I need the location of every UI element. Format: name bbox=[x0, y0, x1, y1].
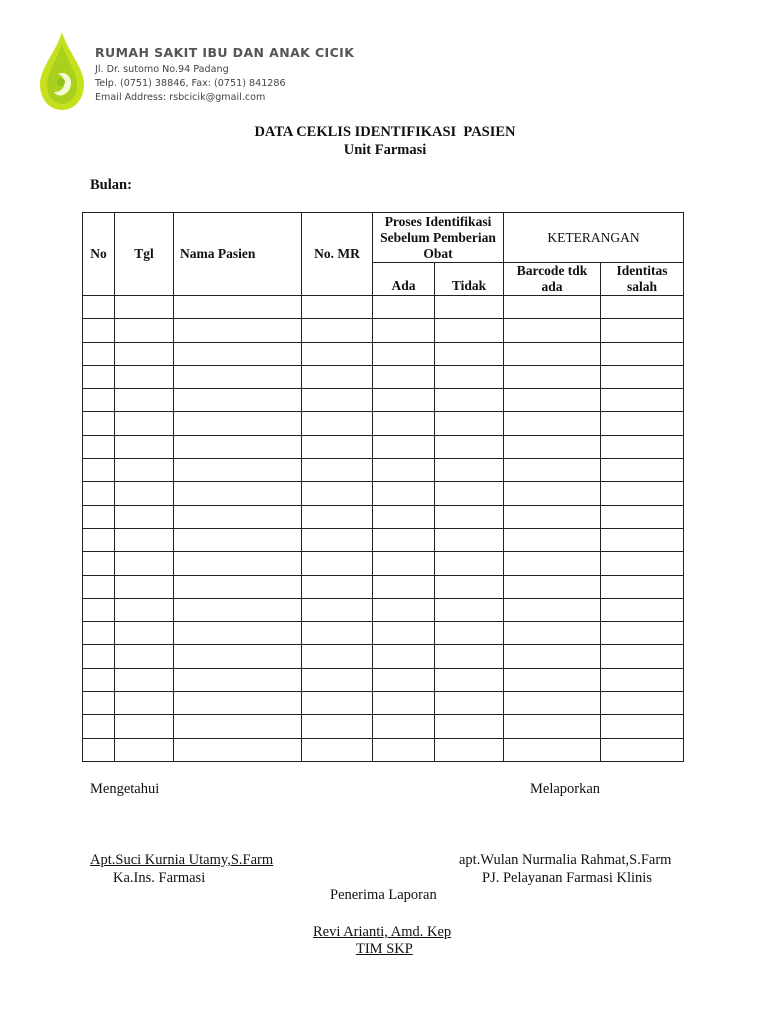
table-cell bbox=[83, 296, 115, 319]
table-cell bbox=[373, 622, 435, 645]
table-cell bbox=[174, 552, 302, 575]
table-cell bbox=[504, 738, 601, 761]
table-cell bbox=[115, 738, 174, 761]
mengetahui-label: Mengetahui bbox=[90, 781, 160, 797]
header-proses-identifikasi: Proses Identifikasi Sebelum Pemberian Obat bbox=[373, 213, 504, 263]
table-cell bbox=[302, 296, 373, 319]
table-cell bbox=[435, 668, 504, 691]
table-cell bbox=[115, 528, 174, 551]
table-cell bbox=[115, 692, 174, 715]
table-cell bbox=[174, 435, 302, 458]
table-cell bbox=[115, 575, 174, 598]
table-cell bbox=[373, 389, 435, 412]
table-cell bbox=[83, 738, 115, 761]
table-cell bbox=[435, 528, 504, 551]
table-cell bbox=[601, 389, 684, 412]
table-cell bbox=[601, 668, 684, 691]
table-row bbox=[83, 552, 684, 575]
table-cell bbox=[504, 598, 601, 621]
table-cell bbox=[435, 342, 504, 365]
table-cell bbox=[504, 528, 601, 551]
table-row bbox=[83, 342, 684, 365]
center-signatory-title: TIM SKP bbox=[356, 941, 413, 957]
table-cell bbox=[504, 622, 601, 645]
table-cell bbox=[174, 715, 302, 738]
table-cell bbox=[373, 738, 435, 761]
table-cell bbox=[83, 575, 115, 598]
table-cell bbox=[504, 435, 601, 458]
table-cell bbox=[302, 319, 373, 342]
table-cell bbox=[601, 296, 684, 319]
left-signatory-title: Ka.Ins. Farmasi bbox=[113, 870, 206, 886]
table-cell bbox=[174, 459, 302, 482]
table-cell bbox=[373, 412, 435, 435]
header-tgl: Tgl bbox=[115, 213, 174, 296]
table-cell bbox=[435, 459, 504, 482]
table-cell bbox=[83, 692, 115, 715]
table-cell bbox=[83, 412, 115, 435]
table-cell bbox=[435, 482, 504, 505]
table-row bbox=[83, 692, 684, 715]
table-cell bbox=[601, 319, 684, 342]
table-cell bbox=[504, 296, 601, 319]
table-cell bbox=[504, 389, 601, 412]
table-cell bbox=[601, 575, 684, 598]
table-cell bbox=[435, 296, 504, 319]
table-row bbox=[83, 645, 684, 668]
table-row bbox=[83, 738, 684, 761]
table-cell bbox=[373, 575, 435, 598]
table-cell bbox=[302, 505, 373, 528]
table-cell bbox=[504, 715, 601, 738]
table-cell bbox=[83, 552, 115, 575]
table-cell bbox=[302, 692, 373, 715]
table-cell bbox=[373, 435, 435, 458]
table-row bbox=[83, 622, 684, 645]
table-cell bbox=[601, 598, 684, 621]
table-cell bbox=[504, 645, 601, 668]
header-ada: Ada bbox=[373, 263, 435, 296]
table-cell bbox=[83, 645, 115, 668]
table-cell bbox=[373, 459, 435, 482]
table-cell bbox=[115, 412, 174, 435]
table-cell bbox=[504, 668, 601, 691]
table-cell bbox=[302, 365, 373, 388]
table-cell bbox=[302, 575, 373, 598]
table-cell bbox=[504, 552, 601, 575]
table-cell bbox=[601, 645, 684, 668]
table-cell bbox=[83, 482, 115, 505]
table-cell bbox=[302, 528, 373, 551]
table-cell bbox=[435, 645, 504, 668]
table-row bbox=[83, 575, 684, 598]
center-signatory-name: Revi Arianti, Amd. Kep bbox=[313, 924, 452, 940]
table-cell bbox=[83, 622, 115, 645]
table-cell bbox=[174, 482, 302, 505]
table-cell bbox=[83, 365, 115, 388]
table-cell bbox=[302, 435, 373, 458]
table-cell bbox=[115, 435, 174, 458]
document-title: DATA CEKLIS IDENTIFIKASI PASIEN bbox=[254, 124, 516, 140]
table-cell bbox=[601, 738, 684, 761]
table-cell bbox=[83, 505, 115, 528]
table-cell bbox=[504, 459, 601, 482]
table-cell bbox=[504, 342, 601, 365]
table-cell bbox=[174, 738, 302, 761]
table-cell bbox=[115, 622, 174, 645]
penerima-laporan-label: Penerima Laporan bbox=[330, 887, 437, 903]
table-row bbox=[83, 365, 684, 388]
table-cell bbox=[601, 482, 684, 505]
table-cell bbox=[601, 412, 684, 435]
table-cell bbox=[435, 622, 504, 645]
table-cell bbox=[115, 552, 174, 575]
table-cell bbox=[373, 552, 435, 575]
header-keterangan: KETERANGAN bbox=[504, 213, 684, 263]
table-cell bbox=[174, 575, 302, 598]
table-cell bbox=[601, 528, 684, 551]
document-subtitle: Unit Farmasi bbox=[343, 142, 427, 158]
hospital-address: Jl. Dr. sutomo No.94 Padang bbox=[95, 64, 229, 75]
table-cell bbox=[373, 668, 435, 691]
table-cell bbox=[83, 389, 115, 412]
table-cell bbox=[174, 389, 302, 412]
table-cell bbox=[435, 738, 504, 761]
table-cell bbox=[115, 459, 174, 482]
table-cell bbox=[601, 435, 684, 458]
table-cell bbox=[504, 412, 601, 435]
table-cell bbox=[435, 552, 504, 575]
table-cell bbox=[115, 319, 174, 342]
right-signatory-name: apt.Wulan Nurmalia Rahmat,S.Farm bbox=[459, 852, 672, 868]
table-cell bbox=[302, 412, 373, 435]
table-cell bbox=[115, 598, 174, 621]
table-cell bbox=[83, 668, 115, 691]
table-cell bbox=[174, 365, 302, 388]
header-tidak: Tidak bbox=[435, 263, 504, 296]
table-row bbox=[83, 389, 684, 412]
table-cell bbox=[302, 668, 373, 691]
right-signatory-title: PJ. Pelayanan Farmasi Klinis bbox=[482, 870, 652, 886]
table-cell bbox=[115, 645, 174, 668]
table-cell bbox=[373, 598, 435, 621]
left-signatory-name: Apt.Suci Kurnia Utamy,S.Farm bbox=[90, 852, 274, 868]
table-cell bbox=[504, 482, 601, 505]
table-cell bbox=[435, 575, 504, 598]
table-cell bbox=[373, 645, 435, 668]
table-row bbox=[83, 296, 684, 319]
table-cell bbox=[174, 319, 302, 342]
table-cell bbox=[373, 342, 435, 365]
table-cell bbox=[115, 505, 174, 528]
table-cell bbox=[504, 319, 601, 342]
table-cell bbox=[174, 505, 302, 528]
table-cell bbox=[115, 482, 174, 505]
table-cell bbox=[174, 342, 302, 365]
table-cell bbox=[373, 692, 435, 715]
table-cell bbox=[373, 319, 435, 342]
table-cell bbox=[83, 342, 115, 365]
table-cell bbox=[115, 668, 174, 691]
table-cell bbox=[115, 715, 174, 738]
table-cell bbox=[302, 389, 373, 412]
table-cell bbox=[115, 389, 174, 412]
table-cell bbox=[373, 296, 435, 319]
table-cell bbox=[435, 412, 504, 435]
table-cell bbox=[83, 435, 115, 458]
green-drop-logo-icon bbox=[36, 30, 88, 112]
table-cell bbox=[504, 505, 601, 528]
table-row bbox=[83, 598, 684, 621]
table-cell bbox=[435, 505, 504, 528]
table-cell bbox=[302, 459, 373, 482]
header-nama-pasien: Nama Pasien bbox=[174, 213, 302, 296]
table-cell bbox=[174, 412, 302, 435]
table-cell bbox=[302, 645, 373, 668]
table-cell bbox=[435, 598, 504, 621]
hospital-phone: Telp. (0751) 38846, Fax: (0751) 841286 bbox=[95, 78, 286, 89]
table-cell bbox=[302, 552, 373, 575]
table-cell bbox=[373, 528, 435, 551]
header-no-mr: No. MR bbox=[302, 213, 373, 296]
table-cell bbox=[435, 389, 504, 412]
header-barcode-tdk-ada: Barcode tdk ada bbox=[504, 263, 601, 296]
table-cell bbox=[373, 505, 435, 528]
table-row bbox=[83, 435, 684, 458]
table-row bbox=[83, 528, 684, 551]
table-row bbox=[83, 505, 684, 528]
table-cell bbox=[302, 482, 373, 505]
checklist-table bbox=[82, 212, 684, 762]
table-cell bbox=[435, 365, 504, 388]
table-cell bbox=[601, 715, 684, 738]
table-cell bbox=[302, 622, 373, 645]
table-cell bbox=[302, 715, 373, 738]
table-cell bbox=[174, 598, 302, 621]
table-row bbox=[83, 482, 684, 505]
table-row bbox=[83, 412, 684, 435]
table-cell bbox=[302, 598, 373, 621]
table-row bbox=[83, 459, 684, 482]
melaporkan-label: Melaporkan bbox=[530, 781, 601, 797]
table-cell bbox=[373, 482, 435, 505]
table-row bbox=[83, 319, 684, 342]
table-cell bbox=[174, 528, 302, 551]
table-cell bbox=[504, 692, 601, 715]
table-cell bbox=[83, 319, 115, 342]
table-cell bbox=[174, 296, 302, 319]
hospital-email: Email Address: rsbcicik@gmail.com bbox=[95, 92, 266, 103]
table-row bbox=[83, 668, 684, 691]
table-cell bbox=[435, 692, 504, 715]
table-cell bbox=[601, 552, 684, 575]
table-cell bbox=[115, 296, 174, 319]
table-cell bbox=[302, 738, 373, 761]
table-cell bbox=[83, 598, 115, 621]
table-cell bbox=[115, 342, 174, 365]
hospital-name: RUMAH SAKIT IBU DAN ANAK CICIK bbox=[95, 45, 355, 60]
table-cell bbox=[174, 622, 302, 645]
table-cell bbox=[435, 319, 504, 342]
table-cell bbox=[601, 692, 684, 715]
header-no: No bbox=[83, 213, 115, 296]
table-cell bbox=[504, 575, 601, 598]
table-cell bbox=[174, 668, 302, 691]
table-cell bbox=[83, 528, 115, 551]
table-cell bbox=[83, 715, 115, 738]
table-cell bbox=[83, 459, 115, 482]
table-cell bbox=[115, 365, 174, 388]
table-cell bbox=[302, 342, 373, 365]
table-cell bbox=[601, 459, 684, 482]
table-cell bbox=[504, 365, 601, 388]
table-cell bbox=[435, 715, 504, 738]
table-cell bbox=[601, 622, 684, 645]
header-identitas-salah: Identitas salah bbox=[601, 263, 684, 296]
table-cell bbox=[435, 435, 504, 458]
table-cell bbox=[174, 645, 302, 668]
table-cell bbox=[601, 365, 684, 388]
table-cell bbox=[601, 505, 684, 528]
table-row bbox=[83, 715, 684, 738]
table-cell bbox=[373, 365, 435, 388]
table-cell bbox=[601, 342, 684, 365]
month-label: Bulan: bbox=[90, 177, 132, 193]
table-cell bbox=[373, 715, 435, 738]
table-cell bbox=[174, 692, 302, 715]
